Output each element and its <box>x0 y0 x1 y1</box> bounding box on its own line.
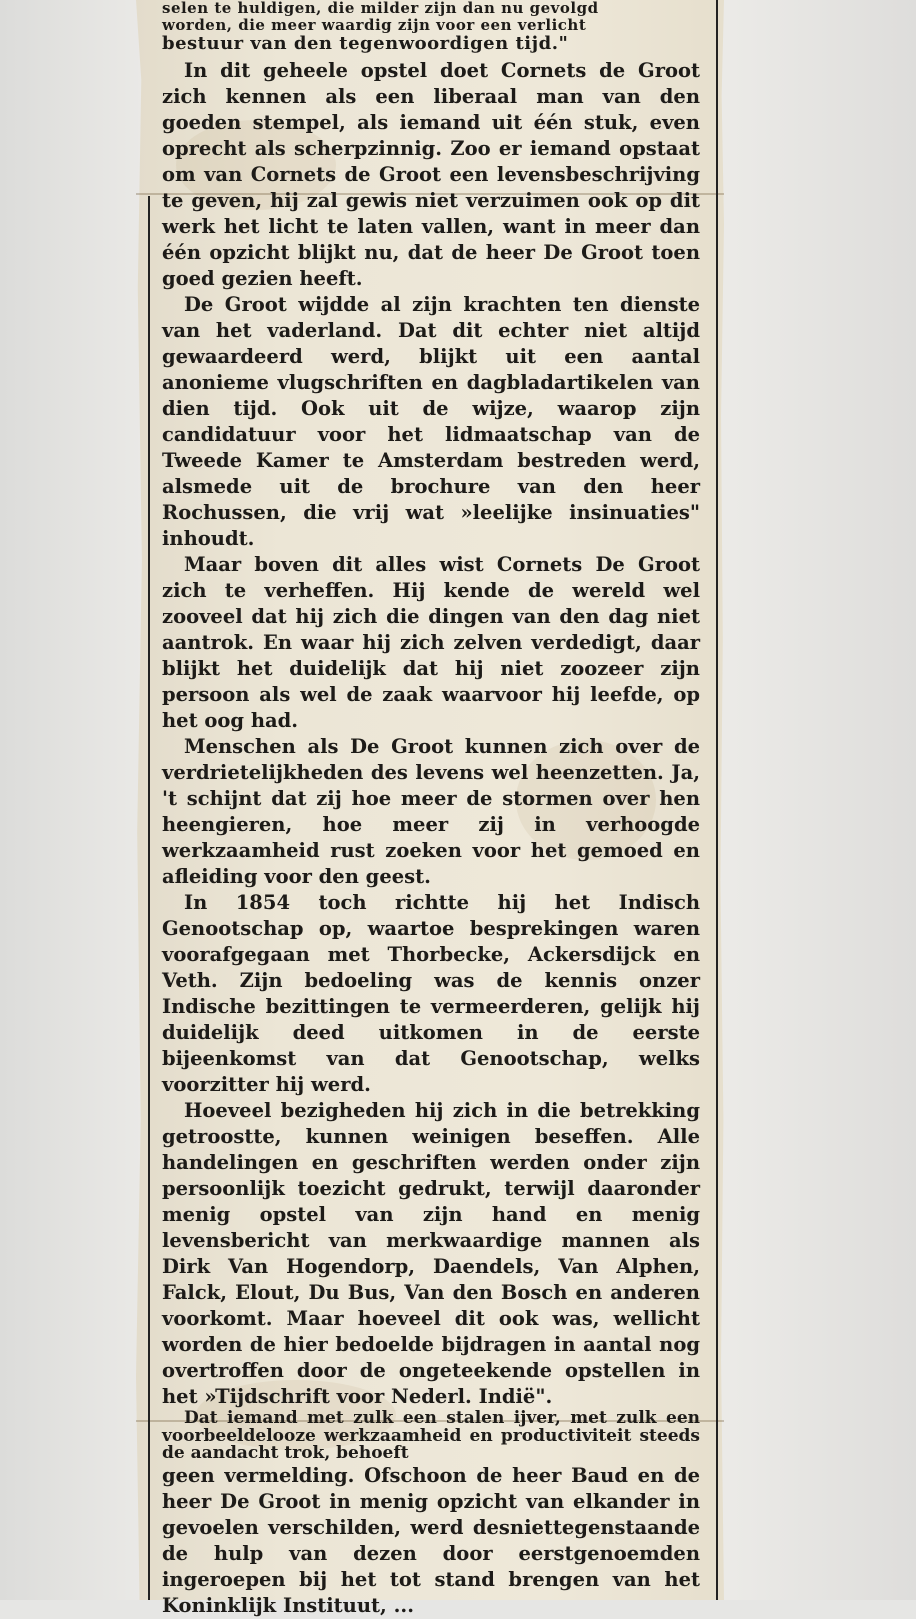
left-column-rule <box>148 196 150 1600</box>
top-fragment-line: selen te huldigen, die milder zijn dan nu gevolgd <box>162 0 599 17</box>
paragraph: Dat iemand met zulk een stalen ijver, met zulk een voorbeeldelooze werkzaamheid en productiviteit steeds de aandacht trok, behoeft <box>162 1408 700 1463</box>
paragraph: In 1854 toch richtte hij het Indisch Genootschap op, waartoe besprekingen waren voorafgegaan met Thorbecke, Ackersdijck en Veth. Zijn bedoeling was de kennis onzer Indische bezittingen te vermeerderen, gelijk hij duidelijk deed uitkomen in de eerste bijeenkomst van dat Genootschap, welks voorzitter hij werd. <box>162 891 700 1096</box>
paragraph: Menschen als De Groot kunnen zich over de verdrietelijkheden des levens wel heenzetten. Ja, 't schijnt dat zij hoe meer de stormen over hen heengieren, hoe meer zij in verhoogde werkzaamheid rust zoeken voor het gemoed en afleiding voor den geest. <box>162 735 700 888</box>
paragraph: In dit geheele opstel doet Cornets de Groot zich kennen als een liberaal man van den goeden stempel, als iemand uit één stuk, even oprecht als scherpzinnig. Zoo er iemand opstaat om van Cornets de Groot een levensbeschrijving te geven, hij zal gewis niet verzuimen ook op dit werk het licht te laten vallen, want in meer dan één opzicht blijkt nu, dat de heer De Groot toen goed gezien heeft. <box>162 59 700 290</box>
top-fragment <box>162 0 700 54</box>
right-column-rule <box>716 0 718 1600</box>
paragraph: geen vermelding. Ofschoon de heer Baud en de heer De Groot in menig opzicht van elkander in gevoelen verschilden, werd desniettegenstaande de hulp van dezen door eerstgenoemden ingeroepen bij het tot stand brengen van het Koninklijk Instituut, ... <box>162 1463 700 1617</box>
paragraph: De Groot wijdde al zijn krachten ten dienste van het vaderland. Dat dit echter niet altijd gewaardeerd werd, blijkt uit een aantal anonieme vlugschriften en dagbladartikelen van dien tijd. Ook uit de wijze, waarop zijn candidatuur voor het lidmaatschap van de Tweede Kamer te Amsterdam bestreden werd, alsmede uit de brochure van den heer Rochussen, die vrij wat »leelijke insinuaties" inhoudt. <box>162 293 700 550</box>
paragraph: Maar boven dit alles wist Cornets De Groot zich te verheffen. Hij kende de wereld wel zooveel dat hij zich die dingen van den dag niet aantrok. En waar hij zich zelven verdedigt, daar blijkt het duidelijk dat hij niet zoozeer zijn persoon als wel de zaak waarvoor hij leefde, op het oog had. <box>162 553 700 732</box>
article-body <box>162 58 700 1619</box>
top-fragment-line: bestuur van den tegenwoordigen tijd." <box>162 33 569 54</box>
top-fragment-line: worden, die meer waardig zijn voor een verlicht <box>162 16 587 34</box>
paragraph: Hoeveel bezigheden hij zich in die betrekking getroostte, kunnen weinigen beseffen. Alle handelingen en geschriften werden onder zijn persoonlijk toezicht gedrukt, terwijl daaronder menig opstel van zijn hand en menig levensbericht van merkwaardige mannen als Dirk Van Hogendorp, Daendels, Van Alphen, Falck, Elout, Du Bus, Van den Bosch en anderen voorkomt. Maar hoeveel dit ook was, wellicht worden de hier bedoelde bijdragen in aantal nog overtroffen door de ongeteekende opstellen in het »Tijdschrift voor Nederl. Indië". <box>162 1099 700 1408</box>
